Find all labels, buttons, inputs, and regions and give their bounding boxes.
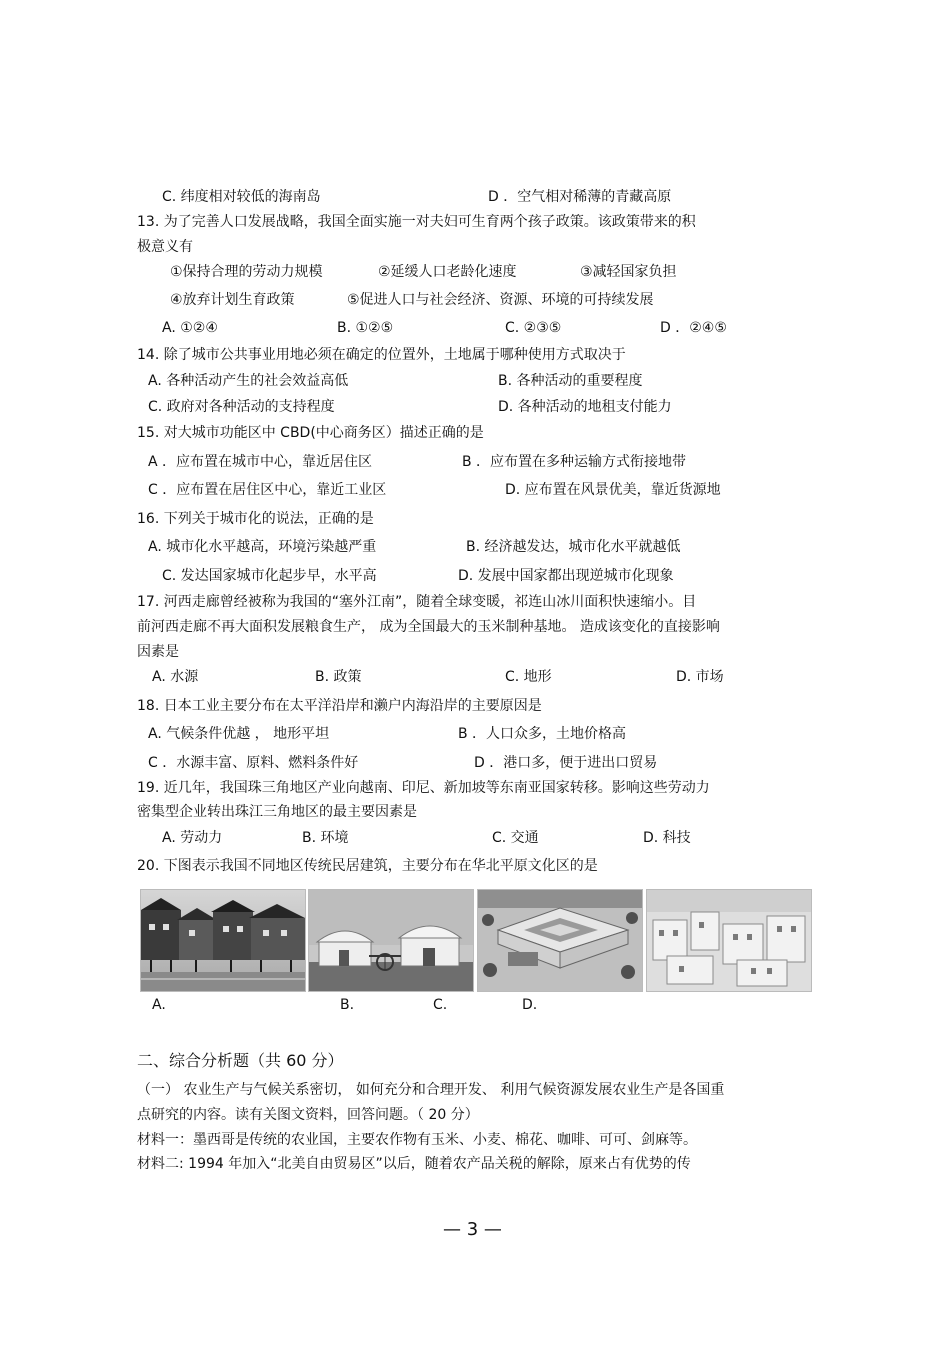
- q14-option-a: A. 各种活动产生的社会效益高低: [148, 373, 349, 389]
- q13-option-a: A. ①②④: [162, 320, 218, 336]
- q17-stem: 17. 河西走廊曾经被称为我国的“塞外江南”，随着全球变暖，祁连山冰川面积快速缩小。目: [137, 594, 697, 610]
- q18-option-a: A. 气候条件优越 ， 地形平坦: [148, 726, 330, 742]
- q20-stem: 20. 下图表示我国不同地区传统民居建筑，主要分布在华北平原文化区的是: [137, 858, 598, 874]
- section-2-intro-cont: 点研究的内容。读有关图文资料，回答问题。（ 20 分）: [137, 1107, 479, 1123]
- q18-option-b: B ．人口众多，土地价格高: [458, 726, 627, 742]
- q14-option-b: B. 各种活动的重要程度: [498, 373, 643, 389]
- q19-option-d: D. 科技: [643, 830, 691, 846]
- photo-d-label: D.: [522, 997, 538, 1013]
- q13-option-b: B. ①②⑤: [337, 320, 394, 336]
- q13-item-1: ①保持合理的劳动力规模: [170, 264, 323, 280]
- section-2-heading: 二、综合分析题（共 60 分）: [137, 1051, 344, 1070]
- q13-stem-cont: 极意义有: [137, 239, 193, 255]
- q15-option-b: B ．应布置在多种运输方式衔接地带: [462, 454, 687, 470]
- q18-stem: 18. 日本工业主要分布在太平洋沿岸和濑户内海沿岸的主要原因是: [137, 698, 542, 714]
- q13-option-c: C. ②③⑤: [505, 320, 562, 336]
- q16-option-a: A. 城市化水平越高，环境污染越严重: [148, 539, 377, 555]
- q15-option-c: C ．应布置在居住区中心，靠近工业区: [148, 482, 387, 498]
- photo-b-label: B.: [340, 997, 355, 1013]
- section-2-intro: （一） 农业生产与气候关系密切， 如何充分和合理开发、 利用气候资源发展农业生产是各国重: [137, 1082, 725, 1098]
- photo-b-yurts: [308, 889, 474, 992]
- q19-stem-cont: 密集型企业转出珠江三角地区的最主要因素是: [137, 804, 417, 820]
- q13-item-2: ②延缓人口老龄化速度: [378, 264, 517, 280]
- photo-a-label: A.: [152, 997, 166, 1013]
- q17-option-c: C. 地形: [505, 669, 552, 685]
- q15-option-d: D. 应布置在风景优美，靠近货源地: [505, 482, 721, 498]
- q17-stem-cont-2: 因素是: [137, 644, 179, 660]
- page-number: — 3 —: [443, 1219, 502, 1240]
- q13-item-3: ③减轻国家负担: [580, 264, 677, 280]
- q19-option-b: B. 环境: [302, 830, 349, 846]
- q17-option-d: D. 市场: [676, 669, 724, 685]
- q18-option-d: D ．港口多，便于进出口贸易: [474, 755, 658, 771]
- photo-a-stilt-houses: [140, 889, 306, 992]
- photo-c-courtyard-house: [477, 889, 643, 992]
- q19-option-c: C. 交通: [492, 830, 539, 846]
- q12-option-d: D ．空气相对稀薄的青藏高原: [488, 189, 672, 205]
- material-1: 材料一：墨西哥是传统的农业国，主要农作物有玉米、小麦、棉花、咖啡、可可、剑麻等。: [137, 1132, 697, 1148]
- q14-stem: 14. 除了城市公共事业用地必须在确定的位置外，土地属于哪种使用方式取决于: [137, 347, 626, 363]
- q14-option-d: D. 各种活动的地租支付能力: [498, 399, 672, 415]
- q16-option-d: D. 发展中国家都出现逆城市化现象: [458, 568, 674, 584]
- q14-option-c: C. 政府对各种活动的支持程度: [148, 399, 335, 415]
- q15-stem: 15. 对大城市功能区中 CBD(中心商务区）描述正确的是: [137, 425, 484, 441]
- material-2: 材料二: 1994 年加入“北美自由贸易区”以后，随着农产品关税的解除，原来占有优势的传: [137, 1156, 691, 1172]
- q13-item-5: ⑤促进人口与社会经济、资源、环境的可持续发展: [347, 292, 654, 308]
- q16-option-c: C. 发达国家城市化起步早，水平高: [162, 568, 377, 584]
- q13-stem: 13. 为了完善人口发展战略，我国全面实施一对夫妇可生育两个孩子政策。该政策带来的积: [137, 214, 696, 230]
- photo-c-label: C.: [433, 997, 448, 1013]
- q17-stem-cont: 前河西走廊不再大面积发展粮食生产， 成为全国最大的玉米制种基地。 造成该变化的直接影响: [137, 619, 720, 635]
- q13-item-4: ④放弃计划生育政策: [170, 292, 295, 308]
- q16-option-b: B. 经济越发达，城市化水平就越低: [466, 539, 681, 555]
- q19-option-a: A. 劳动力: [162, 830, 223, 846]
- q16-stem: 16. 下列关于城市化的说法，正确的是: [137, 511, 374, 527]
- q13-option-d: D ．②④⑤: [660, 320, 727, 336]
- q12-option-c: C. 纬度相对较低的海南岛: [162, 189, 321, 205]
- q15-option-a: A ．应布置在城市中心，靠近居住区: [148, 454, 373, 470]
- q17-option-b: B. 政策: [315, 669, 362, 685]
- q19-stem: 19. 近几年，我国珠三角地区产业向越南、印尼、新加坡等东南亚国家转移。影响这些劳动力: [137, 780, 710, 796]
- photo-d-flat-roof-houses: [646, 889, 812, 992]
- q17-option-a: A. 水源: [152, 669, 199, 685]
- q18-option-c: C ．水源丰富、原料、燃料条件好: [148, 755, 359, 771]
